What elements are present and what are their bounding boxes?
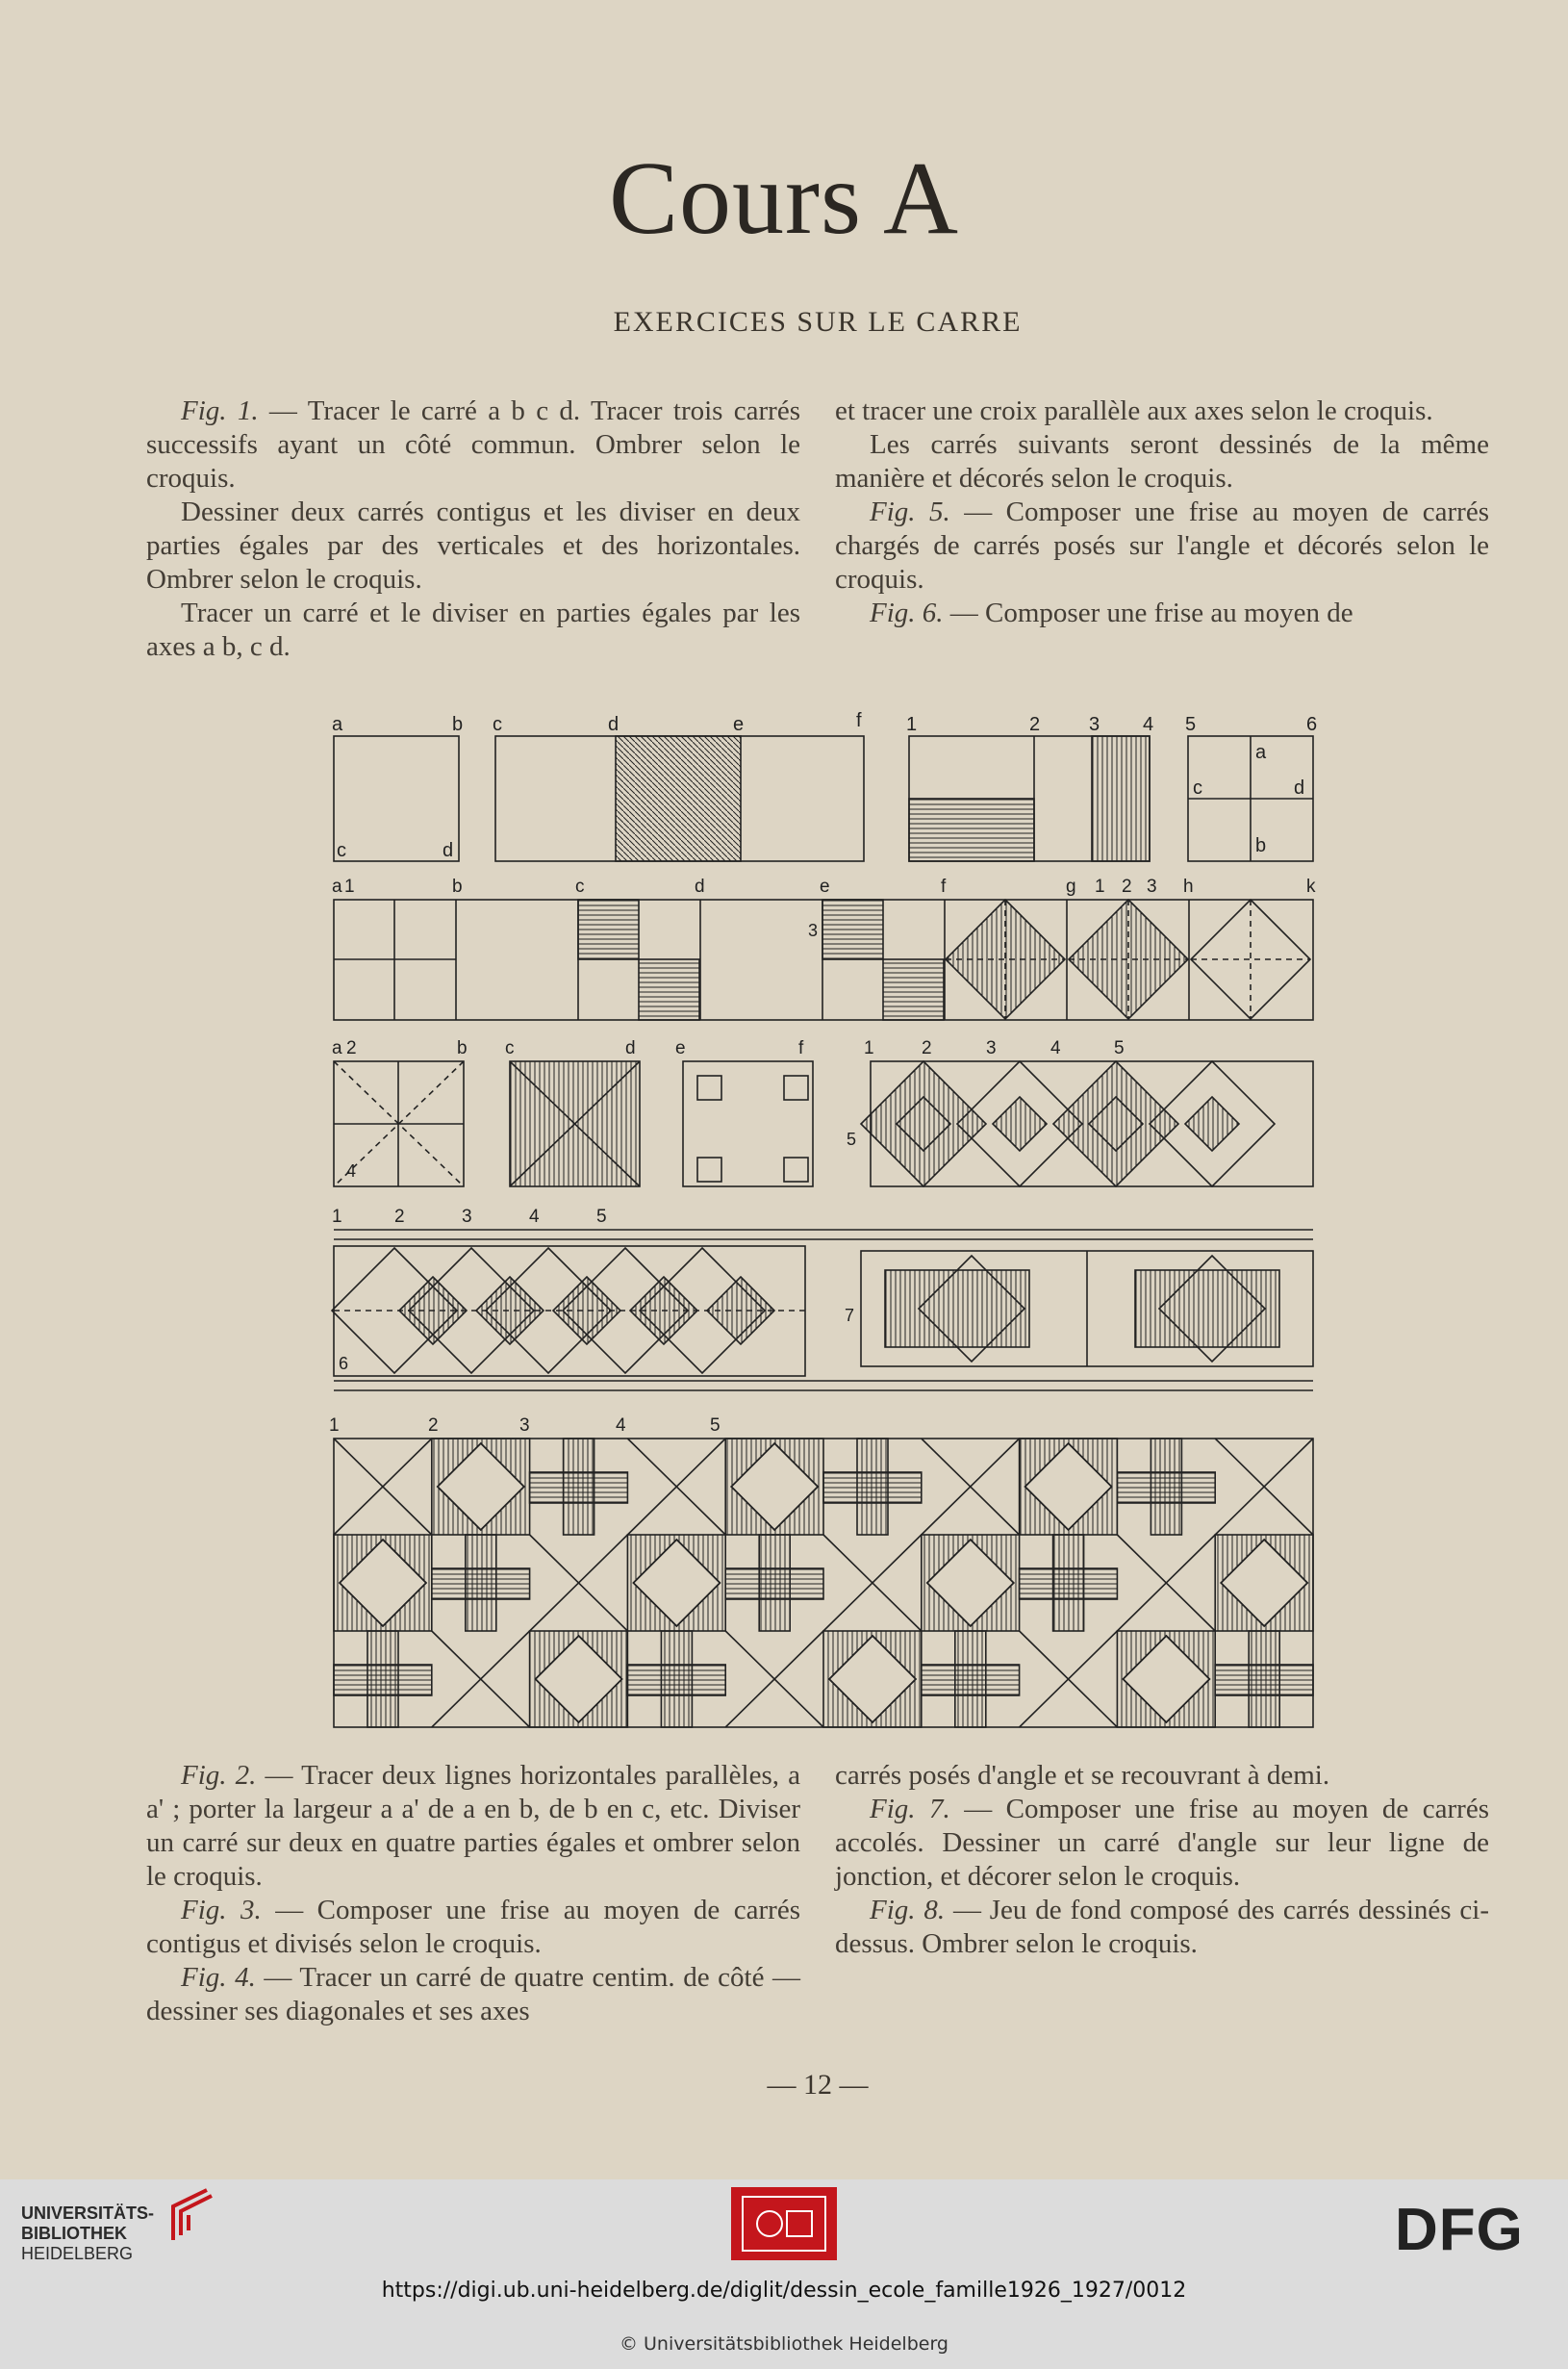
- figure-label: c: [505, 1038, 515, 1058]
- hatched-area: [432, 1568, 530, 1599]
- library-name-line3: HEIDELBERG: [21, 2244, 134, 2263]
- figure-label: 2: [346, 1038, 357, 1058]
- paragraph-text: — Jeu de fond composé des carrés dessinés ci-dessus. Ombrer selon le croquis.: [835, 1895, 1489, 1959]
- hatched-area: [922, 1665, 1020, 1695]
- library-logo[interactable]: [21, 2203, 154, 2264]
- figure-label: d: [443, 840, 454, 861]
- figure-label: d: [608, 714, 620, 735]
- paragraph-text: — Composer une frise au moyen de carrés chargés de carrés posés sur l'angle et décorés selon le croquis.: [835, 497, 1489, 595]
- paragraph-text: — Tracer deux lignes horizontales parallèles, a a' ; porter la largeur a a' de a en b, de b en c, etc. Diviser un carré sur deux en quatre parties égales et ombrer selon le croquis.: [146, 1760, 800, 1892]
- figure-label: h: [1183, 877, 1194, 897]
- hatched-area: [639, 959, 699, 1020]
- paragraph: [835, 1759, 1489, 1793]
- figure-reference: Fig. 8.: [870, 1895, 946, 1925]
- diamond-shape: [1185, 1097, 1239, 1151]
- figure-label: c: [493, 714, 502, 735]
- figure-reference: Fig. 1.: [181, 395, 259, 426]
- figure-label: 3: [986, 1038, 997, 1058]
- figure-label: 2: [1029, 714, 1041, 735]
- figure-label: 1: [329, 1415, 340, 1436]
- figure-reference: Fig. 2.: [181, 1760, 257, 1791]
- square-outline: [334, 736, 459, 861]
- figure-label: 1: [864, 1038, 874, 1058]
- hatched-area: [627, 1665, 725, 1695]
- hatched-area: [578, 900, 639, 959]
- figure-reference: Fig. 5.: [870, 497, 950, 527]
- paragraph: [146, 1894, 800, 1961]
- figure-label: k: [1306, 877, 1316, 897]
- hatched-area: [530, 1472, 628, 1503]
- figure-label: a: [332, 877, 342, 897]
- figure-label: b: [452, 714, 464, 735]
- diamond-shape: [993, 1097, 1047, 1151]
- exercise-figures: [317, 707, 1328, 1737]
- figure-label: 4: [346, 1161, 357, 1181]
- figure-label: 4: [529, 1207, 540, 1227]
- library-name-line2: BIBLIOTHEK: [21, 2224, 127, 2243]
- figure-label: 1: [1095, 877, 1105, 897]
- figure-label: a: [332, 714, 343, 735]
- figure-label: 3: [519, 1415, 530, 1436]
- copyright-notice: © Universitätsbibliothek Heidelberg: [619, 2333, 948, 2355]
- figure-label: e: [733, 714, 745, 735]
- figure-label: c: [1193, 777, 1202, 799]
- figure-label: f: [798, 1038, 804, 1058]
- text-column-top-left: [146, 395, 800, 664]
- paragraph-text: carrés posés d'angle et se recouvrant à demi.: [835, 1760, 1330, 1791]
- paragraph-text: Les carrés suivants seront dessinés de la même manière et décorés selon le croquis.: [835, 429, 1489, 494]
- dfg-logo[interactable]: DFG: [1395, 2197, 1524, 2263]
- figure-label: c: [337, 840, 346, 861]
- figure-label: 1: [344, 877, 355, 897]
- paragraph-text: Dessiner deux carrés contigus et les diviser en deux parties égales par des verticales et des horizontales. Ombrer selon le croquis.: [146, 497, 800, 595]
- figure-label: 7: [845, 1306, 855, 1325]
- hatched-area: [334, 1665, 432, 1695]
- permalink-url[interactable]: https://digi.ub.uni-heidelberg.de/diglit/dessin_ecole_famille1926_1927/0012: [381, 2279, 1187, 2303]
- paragraph-text: — Composer une frise au moyen de: [943, 598, 1353, 628]
- figure-label: 4: [1143, 714, 1154, 735]
- library-mark-icon: [154, 2182, 221, 2250]
- paragraph: [146, 1961, 800, 2028]
- figure-label: d: [695, 877, 705, 897]
- figure-label: e: [820, 877, 830, 897]
- hatched-area: [725, 1568, 823, 1599]
- figure-label: 6: [339, 1354, 349, 1373]
- page-subtitle: EXERCICES SUR LE CARRE: [613, 306, 1023, 338]
- figure-label: 3: [808, 921, 819, 940]
- square-outline: [784, 1076, 808, 1100]
- text-column-top-right: [835, 395, 1489, 630]
- figure-label: 4: [1050, 1038, 1061, 1058]
- paragraph: [146, 1759, 800, 1894]
- figure-label: 5: [847, 1130, 857, 1149]
- paragraph-text: — Tracer un carré de quatre centim. de côté — dessiner ses diagonales et ses axes: [146, 1962, 800, 2026]
- hatched-area: [1020, 1568, 1118, 1599]
- figure-label: e: [675, 1038, 686, 1058]
- figure-reference: Fig. 3.: [181, 1895, 262, 1925]
- figure-label: 5: [710, 1415, 721, 1436]
- figure-label: 5: [1114, 1038, 1125, 1058]
- paragraph: [835, 597, 1489, 630]
- hatched-area: [823, 1472, 922, 1503]
- figure-label: b: [452, 877, 463, 897]
- hatched-area: [1092, 736, 1150, 861]
- figure-label: f: [856, 710, 862, 731]
- hatched-area: [1215, 1665, 1313, 1695]
- library-name-line1: UNIVERSITÄTS-: [21, 2203, 155, 2223]
- figure-reference: Fig. 6.: [870, 598, 944, 628]
- figure-label: 6: [1306, 714, 1318, 735]
- figure-label: d: [1294, 777, 1305, 799]
- figure-label: 1: [906, 714, 918, 735]
- paragraph-text: Tracer un carré et le diviser en parties égales par les axes a b, c d.: [146, 598, 800, 662]
- figure-label: 5: [596, 1207, 607, 1227]
- figure-label: 3: [462, 1207, 472, 1227]
- figure-label: g: [1066, 877, 1076, 897]
- paragraph: [146, 597, 800, 664]
- figure-label: 2: [922, 1038, 932, 1058]
- text-column-bottom-right: [835, 1759, 1489, 1961]
- figure-label: 5: [1185, 714, 1197, 735]
- text-column-bottom-left: [146, 1759, 800, 2028]
- paragraph: [835, 1894, 1489, 1961]
- figure-label: 2: [1122, 877, 1132, 897]
- paragraph-text: et tracer une croix parallèle aux axes selon le croquis.: [835, 395, 1433, 426]
- figure-label: a: [1255, 742, 1267, 763]
- square-outline: [697, 1158, 721, 1182]
- paragraph: [146, 395, 800, 496]
- hatched-area: [885, 1270, 1029, 1347]
- figure-label: 4: [616, 1415, 626, 1436]
- paragraph-text: — Composer une frise au moyen de carrés accolés. Dessiner un carré d'angle sur leur ligne de jonction, et décorer selon le croquis.: [835, 1794, 1489, 1892]
- episteme-logo[interactable]: [731, 2187, 837, 2260]
- page-title: Cours A: [608, 141, 960, 256]
- figure-label: c: [575, 877, 585, 897]
- square-outline: [784, 1158, 808, 1182]
- hatched-area: [616, 736, 741, 861]
- episteme-logo-icon: [731, 2187, 837, 2260]
- hatched-area: [909, 799, 1034, 861]
- hatched-area: [883, 959, 944, 1020]
- hatched-area: [822, 900, 883, 959]
- diamond-shape: [1069, 900, 1188, 1019]
- paragraph: [835, 395, 1489, 428]
- diamond-shape: [861, 1061, 986, 1186]
- figure-label: 3: [1089, 714, 1100, 735]
- figure-reference: Fig. 7.: [870, 1794, 950, 1824]
- paragraph-text: — Composer une frise au moyen de carrés contigus et divisés selon le croquis.: [146, 1895, 800, 1959]
- diamond-shape: [946, 900, 1065, 1019]
- paragraph: [835, 496, 1489, 597]
- figure-label: 2: [428, 1415, 439, 1436]
- paragraph: [146, 496, 800, 597]
- paragraph: [835, 428, 1489, 496]
- paragraph-text: — Tracer le carré a b c d. Tracer trois carrés successifs ayant un côté commun. Ombrer selon le croquis.: [146, 395, 800, 494]
- figure-label: 2: [394, 1207, 405, 1227]
- figure-label: b: [1255, 835, 1267, 856]
- figure-label: 1: [332, 1207, 342, 1227]
- square-outline: [683, 1061, 813, 1186]
- figure-label: f: [941, 877, 947, 897]
- figure-label: b: [457, 1038, 468, 1058]
- figure-label: a: [332, 1038, 342, 1058]
- figure-label: 3: [1147, 877, 1157, 897]
- paragraph: [835, 1793, 1489, 1894]
- square-outline: [697, 1076, 721, 1100]
- hatched-area: [1117, 1472, 1215, 1503]
- figure-label: d: [625, 1038, 636, 1058]
- page-number: — 12 —: [767, 2069, 869, 2101]
- diamond-shape: [1053, 1061, 1178, 1186]
- hatched-area: [1135, 1270, 1279, 1347]
- figure-reference: Fig. 4.: [181, 1962, 256, 1993]
- diamond-shape: [1191, 900, 1310, 1019]
